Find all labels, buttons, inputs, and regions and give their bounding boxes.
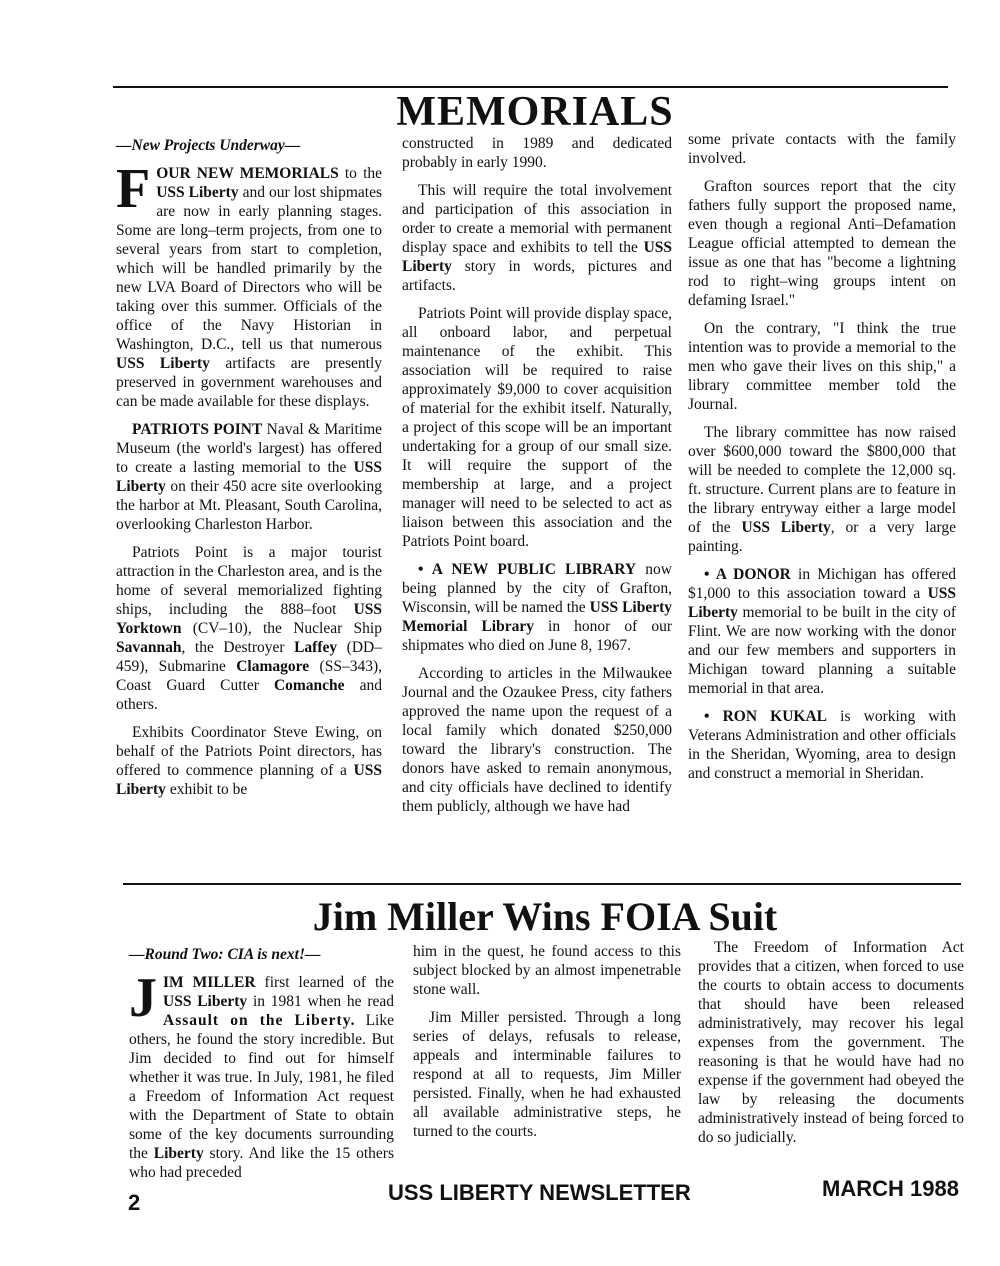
foia-column-2 — [413, 942, 681, 1150]
top-rule — [113, 86, 948, 88]
memorials-column-1 — [116, 136, 382, 808]
foia-headline: Jim Miller Wins FOIA Suit — [312, 894, 778, 939]
memorials-headline: MEMORIALS — [396, 89, 674, 135]
foia-column-1 — [129, 945, 394, 1191]
foia-paragraph: Jim Miller persisted. Through a long series of delays, refusals to release, appeals and interminable failures to respond at all to requests, Jim Miller persisted. Finally, when he had exhausted all available administrative steps, he turned to the courts. — [413, 1009, 681, 1140]
memorials-paragraph: PATRIOTS POINT Naval & Maritime Museum (the world's largest) has offered to create a lasting memorial to the USS Liberty on their 450 acre site overlooking the harbor at Mt. Pleasant, South Carolina, overlooking Charleston Harbor. — [116, 421, 383, 533]
foia-paragraph: him in the quest, he found access to this subject blocked by an almost impenetrable stone wall. — [413, 943, 681, 998]
memorials-paragraph: Exhibits Coordinator Steve Ewing, on behalf of the Patriots Point directors, has offered to commence planning of a USS Liberty exhibit to be — [116, 724, 382, 798]
memorials-paragraph: • A DONOR in Michigan has offered $1,000 to this association toward a USS Liberty memorial to be built in the city of Flint. We are now working with the donor and our few members and supporters in Michigan toward planning a suitable memorial in that area. — [688, 566, 956, 697]
memorials-paragraph: Grafton sources report that the city fathers fully support the proposed name, even though a regional Anti–Defamation League official attempted to demean the issue as one that has "become a lightning rod to right–wing groups intent on defaming Israel." — [688, 178, 956, 309]
section-rule — [123, 883, 961, 885]
memorials-column-3 — [688, 130, 956, 792]
memorials-kicker: —New Projects Underway— — [116, 137, 301, 154]
memorials-paragraph: • RON KUKAL is working with Veterans Administration and other officials in the Sheridan, Wyoming, area to design and construct a memorial in Sheridan. — [688, 708, 956, 782]
foia-kicker: —Round Two: CIA is next!— — [129, 946, 321, 963]
memorials-paragraph: constructed in 1989 and dedicated probably in early 1990. — [402, 135, 672, 171]
memorials-paragraph: Patriots Point will provide display space, all onboard labor, and perpetual maintenance of the exhibit. This association will be required to raise approximately $9,000 to cover acquisition of material for the exhibit itself. Naturally, a project of this scope will be an important undertaking for a group of our small size. It will require the support of the membership at large, and a project manager will need to be selected to act as liaison between this association and the Patriots Point board. — [402, 305, 673, 550]
publication-name: USS LIBERTY NEWSLETTER — [388, 1180, 691, 1205]
memorials-paragraph: On the contrary, "I think the true intention was to provide a memorial to the men who gave their lives on this ship," a library committee member told the Journal. — [688, 320, 956, 413]
drop-cap: J — [129, 967, 157, 1029]
memorials-paragraph: This will require the total involvement and participation of this association in order to create a memorial with permanent display space and exhibits to tell the USS Liberty story in words, pictures and artifacts. — [402, 182, 672, 294]
issue-date: MARCH 1988 — [822, 1176, 959, 1201]
memorials-paragraph: some private contacts with the family involved. — [688, 131, 956, 167]
memorials-column-2 — [402, 134, 672, 825]
page-number: 2 — [128, 1190, 141, 1215]
memorials-paragraph: According to articles in the Milwaukee Journal and the Ozaukee Press, city fathers approved the name upon the request of a local family which donated $250,000 toward the library's construction. The donors have asked to remain anonymous, and city officials have declined to identify them publicly, although we have had — [402, 665, 672, 815]
foia-column-3 — [698, 938, 964, 1156]
memorials-paragraph: The library committee has now raised over $600,000 toward the $800,000 that will be needed to complete the 12,000 sq. ft. structure. Current plans are to feature in the library entryway either a large model of the USS Liberty, or a very large painting. — [688, 424, 957, 555]
memorials-paragraph: Patriots Point is a major tourist attraction in the Charleston area, and is the home of several memorialized fighting ships, including the 888–foot USS Yorktown (CV–10), the Nuclear Ship Savannah, the Destroyer Laffey (DD–459), Submarine Clamagore (SS–343), Coast Guard Cutter Comanche and others. — [116, 544, 382, 713]
memorials-paragraph: FOUR NEW MEMORIALS to the USS Liberty and our lost shipmates are now in early planning stages. Some are long–term projects, from one to several years from start to completion, which will be handled primarily by the new LVA Board of Directors who will be taking over this summer. Officials of the office of the Navy Historian in Washington, D.C., tell us that numerous USS Liberty artifacts are presently preserved in government warehouses and can be made available for these displays. — [116, 158, 383, 410]
drop-cap: F — [116, 158, 151, 220]
foia-paragraph: The Freedom of Information Act provides that a citizen, when forced to use the courts to obtain access to documents that should have been released administratively, may recover his legal expenses from the government. The reasoning is that he would have had no expense if the government had obeyed the law by releasing the documents administratively instead of being forced to do so judicially. — [698, 939, 964, 1146]
foia-paragraph: JIM MILLER first learned of the USS Liberty in 1981 when he read Assault on the Liberty. Like others, he found the story incredible. But Jim decided to find out for himself whether it was true. In July, 1981, he filed a Freedom of Information Act request with the Department of State to obtain some of the key documents surrounding the Liberty story. And like the 15 others who had preceded — [129, 967, 395, 1181]
memorials-paragraph: • A NEW PUBLIC LIBRARY now being planned by the city of Grafton, Wisconsin, will be named the USS Liberty Memorial Library in honor of our shipmates who died on June 8, 1967. — [402, 561, 673, 654]
